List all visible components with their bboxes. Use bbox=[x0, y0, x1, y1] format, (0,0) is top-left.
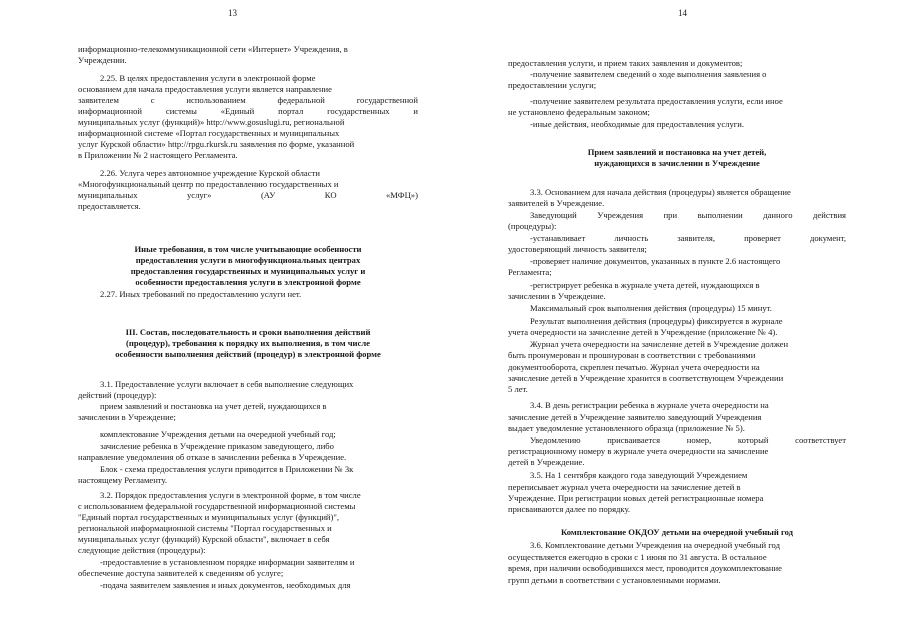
section-heading: особенности предоставления услуги в электронной форме bbox=[135, 277, 361, 287]
text-line: удостоверяющий личность заявителя; bbox=[508, 244, 647, 254]
text-line: 3.6. Комплектование детьми Учреждения на очередной учебный год bbox=[530, 540, 780, 550]
text-line: основанием для начала предоставления услуги является направление bbox=[78, 84, 332, 94]
text-line: Учреждении. bbox=[78, 55, 127, 65]
text-line: заявителем с использованием федеральной государственной bbox=[78, 95, 418, 105]
text-line: 3.5. На 1 сентября каждого года заведующий Учреждением bbox=[530, 470, 748, 480]
text-line: Результат выполнения действия (процедуры) фиксируется в журнале bbox=[530, 316, 783, 326]
text-line: -иные действия, необходимые для предоставления услуги. bbox=[530, 119, 745, 129]
text-line: зачисление детей в Учреждение заявителю заведующий Учреждения bbox=[508, 412, 762, 422]
text-line: зачислении в Учреждение. bbox=[508, 291, 606, 301]
text-line: "Единый портал государственных и муниципальных услуг (функций)", bbox=[78, 512, 340, 522]
text-line: информационной системе «Портал государственных и муниципальных bbox=[78, 128, 340, 138]
text-line: Уведомлению присваивается номер, который соответствует bbox=[530, 435, 846, 445]
text-line: заявителей в Учреждение. bbox=[508, 198, 605, 208]
text-line: -проверяет наличие документов, указанных в пункте 2.6 настоящего bbox=[530, 256, 781, 266]
text-line: 3.2. Порядок предоставления услуги в электронной форме, в том числе bbox=[100, 490, 361, 500]
text-line: услуг Курской области» http://rpgu.rkursk.ru заявления по форме, указанной bbox=[78, 139, 355, 149]
text-line: групп детьми в соответствии с установленными нормами. bbox=[508, 575, 721, 585]
text-line: зачисление детей в Учреждение хранится в соответствующем Учреждении bbox=[508, 373, 784, 383]
text-line: «Многофункциональный центр по предоставлению государственных и bbox=[78, 179, 339, 189]
text-line: 3.4. В день регистрации ребенка в журнале учета очередности на bbox=[530, 400, 769, 410]
text-line: 5 лет. bbox=[508, 384, 528, 394]
text-line: -регистрирует ребенка в журнале учета детей, нуждающихся в bbox=[530, 280, 760, 290]
section-heading: предоставления услуги в многофункциональных центрах bbox=[135, 255, 361, 265]
text-line: выдает уведомление установленного образца (приложение № 5). bbox=[508, 423, 745, 433]
text-line: зачислении в Учреждение; bbox=[78, 412, 176, 422]
text-line: присваиваются далее по порядку. bbox=[508, 504, 631, 514]
text-line: предоставляется. bbox=[78, 201, 141, 211]
text-line: комплектование Учреждения детьми на очередной учебный год; bbox=[100, 429, 336, 439]
text-line: учета очередности на зачисление детей в Учреждение (приложение № 4). bbox=[508, 327, 778, 337]
text-line: прием заявлений и постановка на учет детей, нуждающихся в bbox=[100, 401, 327, 411]
text-line: переписывает журнал учета очередности на зачисление детей в bbox=[508, 482, 741, 492]
text-line: направление уведомления об отказе в зачислении ребенка в Учреждение. bbox=[78, 452, 347, 462]
text-line: муниципальных услуг (функций)» http://www.gosuslugi.ru, региональной bbox=[78, 117, 345, 127]
section-heading: Прием заявлений и постановка на учет детей, bbox=[587, 147, 767, 157]
page-number: 13 bbox=[228, 8, 237, 18]
text-line: быть пронумерован и прошнурован в соответствии с требованиями bbox=[508, 350, 756, 360]
text-line: -устанавливает личность заявителя, проверяет документ, bbox=[530, 233, 846, 243]
text-line: 2.27. Иных требований по предоставлению услуги нет. bbox=[100, 289, 302, 299]
section-heading: особенности выполнения действий (процедур) в электронной форме bbox=[115, 349, 381, 359]
left-page bbox=[78, 0, 418, 640]
text-line: обеспечение доступа заявителей к сведениям об услуге; bbox=[78, 568, 284, 578]
section-heading: Комплектование ОКДОУ детьми на очередной учебный год bbox=[560, 527, 794, 537]
text-line: -подача заявителем заявления и иных документов, необходимых для bbox=[100, 580, 351, 590]
text-line: с использованием федеральной государственной информационной системы bbox=[78, 501, 356, 511]
text-line: Учреждение. При регистрации новых детей регистрационные номера bbox=[508, 493, 764, 503]
text-line: Максимальный срок выполнения действия (процедуры) 15 минут. bbox=[530, 303, 772, 313]
text-line: следующие действия (процедуры): bbox=[78, 545, 206, 555]
section-heading: нуждающихся в зачислении в Учреждение bbox=[594, 158, 760, 168]
text-line: -предоставление в установленном порядке информации заявителям и bbox=[100, 557, 355, 567]
page-number: 14 bbox=[678, 8, 687, 18]
text-line: Журнал учета очередности на зачисление детей в Учреждение должен bbox=[530, 339, 789, 349]
text-line: -получение заявителем результата предоставления услуги, если иное bbox=[530, 96, 783, 106]
section-heading: (процедур), требования к порядку их выполнения, в том числе bbox=[126, 338, 370, 348]
section-heading: предоставления государственных и муниципальных услуг и bbox=[130, 266, 366, 276]
text-line: детей в Учреждение. bbox=[508, 457, 585, 467]
text-line: 2.25. В целях предоставления услуги в электронной форме bbox=[100, 73, 316, 83]
text-line: (процедуры): bbox=[508, 221, 557, 231]
text-line: осуществляется ежегодно в сроки с 1 июня по 31 августа. В остальное bbox=[508, 552, 767, 562]
text-line: муниципальных услуг (функций) Курской области", включает в себя bbox=[78, 534, 330, 544]
text-line: документооборота, скреплен печатью. Журнал учета очередности на bbox=[508, 362, 760, 372]
text-line: действий (процедур): bbox=[78, 390, 157, 400]
text-line: настоящему Регламенту. bbox=[78, 475, 168, 485]
text-line: 3.3. Основанием для начала действия (процедуры) является обращение bbox=[530, 187, 791, 197]
text-line: предоставления услуги, и прием таких заявления и документов; bbox=[508, 58, 743, 68]
text-line: не установлено федеральным законом; bbox=[508, 107, 650, 117]
text-line: Регламента; bbox=[508, 267, 552, 277]
text-line: зачисление ребенка в Учреждение приказом заведующего, либо bbox=[100, 441, 334, 451]
text-line: -получение заявителем сведений о ходе выполнения заявления о bbox=[530, 69, 767, 79]
right-page bbox=[508, 0, 846, 640]
section-heading: III. Состав, последовательность и сроки выполнения действий bbox=[125, 327, 371, 337]
text-line: предоставлении услуги; bbox=[508, 80, 597, 90]
text-line: 2.26. Услуга через автономное учреждение Курской области bbox=[100, 168, 320, 178]
text-line: регистрационному номеру в журнале учета очередности на зачисление bbox=[508, 446, 769, 456]
text-line: в Приложении № 2 настоящего Регламента. bbox=[78, 150, 238, 160]
section-heading: Иные требования, в том числе учитывающие особенности bbox=[134, 244, 362, 254]
text-line: время, при наличии освободившихся мест, проводится доукомплектование bbox=[508, 563, 782, 573]
text-line: Заведующий Учреждения при выполнении данного действия bbox=[530, 210, 846, 220]
text-line: 3.1. Предоставление услуги включает в себя выполнение следующих bbox=[100, 379, 354, 389]
text-line: региональной информационной системы "Портал государственных и bbox=[78, 523, 332, 533]
text-line: информационной системы «Единый портал государственных и bbox=[78, 106, 418, 116]
text-line: Блок - схема предоставления услуги приводится в Приложении № 3к bbox=[100, 464, 354, 474]
text-line: муниципальных услуг» (АУ КО «МФЦ») bbox=[78, 190, 418, 200]
text-line: информационно-телекоммуникационной сети «Интернет» Учреждения, в bbox=[78, 44, 348, 54]
